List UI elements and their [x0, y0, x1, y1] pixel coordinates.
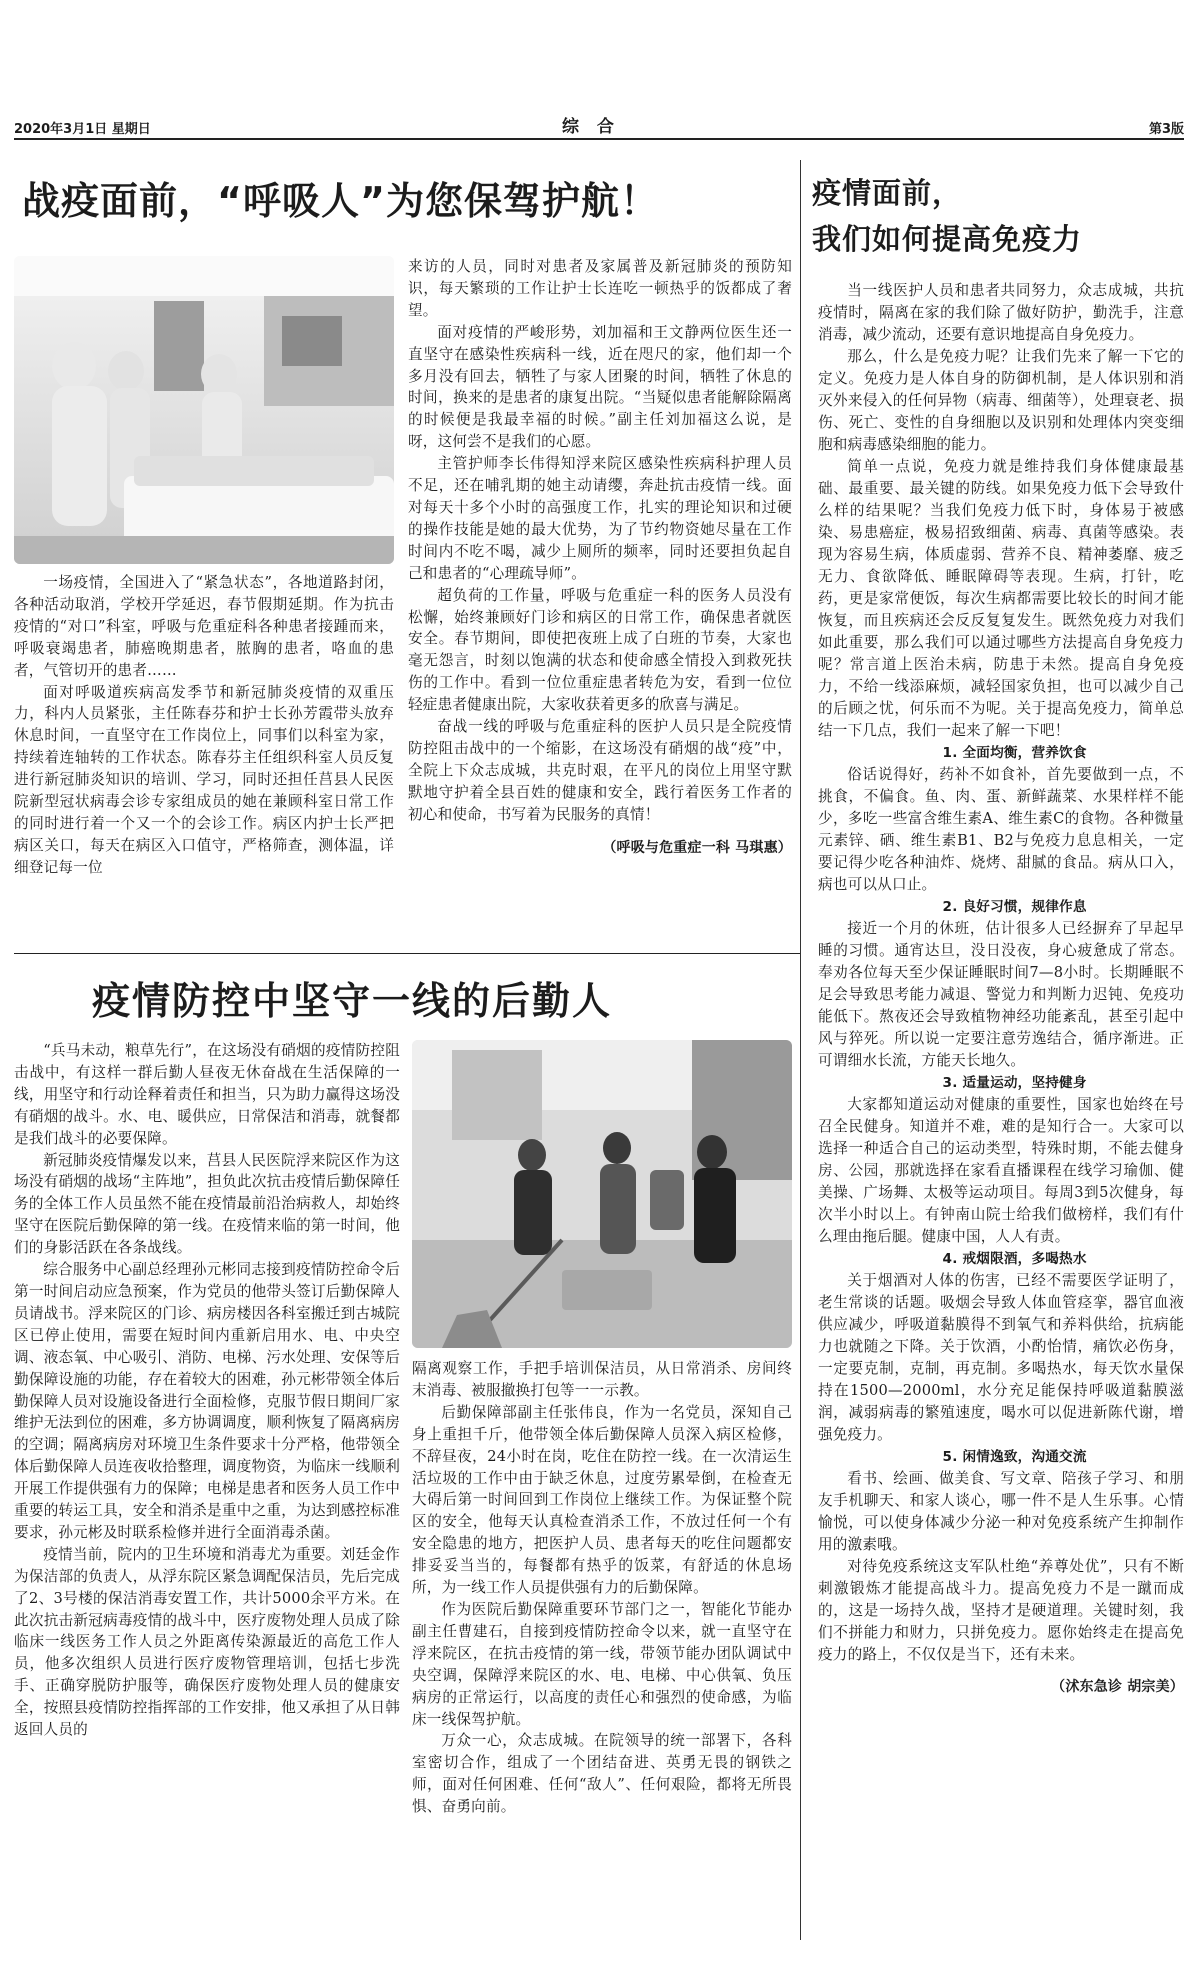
article3-paragraph: 大家都知道运动对健康的重要性，国家也始终在号召全民健身。知道并不难，难的是知行合一。大家可以选择一种适合自己的运动类型，特殊时期，不能去健身房、公园，那就选择在家看直播课程在线学习瑜伽、健美操、广场舞、太极等运动项目。每周3到5次健身，每次半小时以上。有钟南山院士给我们做榜样，我们有什么理由拖后腿。健康中国，人人有责。 [818, 1096, 1184, 1245]
article2-paragraph: 万众一心，众志成城。在院领导的统一部署下，各科室密切合作，组成了一个团结奋进、英勇无畏的钢铁之师，面对任何困难、任何“敌人”、任何艰险，都将无所畏惧、奋勇向前。 [412, 1732, 792, 1816]
article2-paragraph: 作为医院后勤保障重要环节部门之一，智能化节能办副主任曹建石，自接到疫情防控命令以来，就一直坚守在浮来院区，在抗击疫情的第一线，带领节能办团队调试中央空调，保障浮来院区的水、电、电梯、中心供氧、负压病房的正常运行，以高度的责任心和强烈的使命感，为临床一线保驾护航。 [412, 1600, 792, 1728]
article3-paragraph: 简单一点说，免疫力就是维持我们身体健康最基础、最重要、最关键的防线。如果免疫力低下会导致什么样的结果呢？当我们免疫力低下时，身体易于被感染、易患癌症，极易招致细菌、病毒、真菌等感染。表现为容易生病，体质虚弱、营养不良、精神萎靡、疲乏无力、食欲降低、睡眠障碍等表现。生病，打针，吃药，更是家常便饭，每次生病都需要比较长的时间才能恢复，而且疾病还会反反复复发生。既然免疫力对我们如此重要，那么我们可以通过哪些方法提高自身免疫力呢？常言道上医治未病，防患于未然。提高自身免疫力，不给一线添麻烦，减轻国家负担，也可以减少自己的后顾之忧，何乐而不为呢。关于提高免疫力，简单总结一下几点，我们一起来了解一下吧！ [818, 458, 1184, 739]
article3-paragraph: 俗话说得好，药补不如食补，首先要做到一点，不挑食，不偏食。鱼、肉、蛋、新鲜蔬菜、水果样样不能少，多吃一些富含维生素A、维生素C的食物。各种微量元素锌、硒、维生素B1、B2与免疫力息息相关，一定要记得少吃各种油炸、烧烤、甜腻的食品。病从口入，病也可以从口止。 [818, 766, 1184, 893]
article2-column-left [14, 1040, 400, 1741]
article1-paragraph: 奋战一线的呼吸与危重症科的医护人员只是全院疫情防控阻击战中的一个缩影，在这场没有硝烟的战“疫”中，全院上下众志成城，共克时艰，在平凡的岗位上用坚守默默地守护着全县百姓的健康和安全，践行着医务工作者的初心和使命，书写着为民服务的真情！ [408, 718, 792, 823]
column-divider [800, 160, 801, 1940]
article1-column-right [408, 256, 792, 859]
article3-byline: （沭东急诊 胡宗美） [1051, 1679, 1184, 1695]
page-number: 第3版 [1148, 122, 1184, 137]
article2-paragraph: 新冠肺炎疫情爆发以来，莒县人民医院浮来院区作为这场没有硝烟的战场“主阵地”，担负此次抗击疫情后勤保障任务的全体工作人员虽然不能在疫情最前沿治病救人，却始终坚守在医院后勤保障的第一线。在疫情来临的第一时间，他们的身影活跃在各条战线。 [14, 1151, 400, 1257]
article3-body [818, 280, 1184, 1698]
cleanup-photo [412, 1040, 792, 1348]
header-rule [14, 138, 1184, 140]
article1-title: 战疫面前，“呼吸人”为您保驾护航！ [22, 179, 659, 223]
section-heading: 1. 全面均衡，营养饮食 [942, 745, 1087, 761]
article3-paragraph: 那么，什么是免疫力呢？让我们先来了解一下它的定义。免疫力是人体自身的防御机制，是人体识别和消灭外来侵入的任何异物（病毒、细菌等），处理衰老、损伤、死亡、变性的自身细胞以及识别和处理体内突变细胞和病毒感染细胞的能力。 [818, 348, 1184, 453]
article3-paragraph: 当一线医护人员和患者共同努力，众志成城，共抗疫情时，隔离在家的我们除了做好防护，勤洗手，注意消毒，减少流动，还要有意识地提高自身免疫力。 [818, 282, 1184, 343]
article1-column-left [14, 572, 394, 879]
article1-paragraph: 超负荷的工作量，呼吸与危重症一科的医务人员没有松懈，始终兼顾好门诊和病区的日常工作，确保患者就医安全。春节期间，即使把夜班上成了白班的节奏，大家也毫无怨言，时刻以饱满的状态和使命感全情投入到救死扶伤的工作中。看到一位位重症患者转危为安，看到一位位轻症患者健康出院，大家收获着更多的欣喜与满足。 [408, 586, 792, 714]
article3-paragraph: 关于烟酒对人体的伤害，已经不需要医学证明了，老生常谈的话题。吸烟会导致人体血管痉挛，器官血液供应减少，呼吸道黏膜得不到氧气和养料供给，抗病能力也就随之下降。关于饮酒，小酌怡情，痛饮必伤身，一定要克制，克制，再克制。多喝热水，每天饮水量保持在1500—2000ml，水分充足能保持呼吸道黏膜滋润，减弱病毒的繁殖速度，喝水可以促进新陈代谢，增强免疫力。 [818, 1272, 1184, 1443]
article2-paragraph: 疫情当前，院内的卫生环境和消毒尤为重要。刘廷金作为保洁部的负责人，从浮东院区紧急调配保洁员，先后完成了2、3号楼的保洁消毒安置工作，共计5000余平方米。在此次抗击新冠病毒疫情的战斗中，医疗废物处理人员成了除临床一线医务工作人员之外距离传染源最近的高危工作人员，他多次组织人员进行医疗废物管理培训，包括七步洗手、正确穿脱防护服等，确保医疗废物处理人员的健康安全，按照县疫情防控指挥部的工作安排，他又承担了从日韩返回人员的 [14, 1545, 400, 1739]
article3-paragraph: 看书、绘画、做美食、写文章、陪孩子学习、和朋友手机聊天、和家人谈心，哪一件不是人生乐事。心情愉悦，可以使身体减少分泌一种对免疫系统产生抑制作用的激素哦。 [818, 1470, 1184, 1553]
article3-paragraph: 对待免疫系统这支军队杜绝“养尊处优”，只有不断刺激锻炼才能提高战斗力。提高免疫力不是一蹴而成的，这是一场持久战，坚持才是硬道理。关键时刻，我们不拼能力和财力，只拼免疫力。愿你始终走在提高免疫力的路上，不仅仅是当下，还有未来。 [818, 1558, 1184, 1663]
article3-title [812, 170, 1184, 262]
article1-paragraph: 面对疫情的严峻形势，刘加福和王文静两位医生还一直坚守在感染性疾病科一线，近在咫尺的家，他们却一个多月没有回去，牺牲了与家人团聚的时间，牺牲了休息的时间，换来的是患者的康复出院。“当疑似患者能解除隔离的时候便是我最幸福的时候。”副主任刘加福这么说，是呀，这何尝不是我们的心愿。 [408, 323, 792, 451]
article2-paragraph: 隔离观察工作，手把手培训保洁员，从日常消杀、房间终末消毒、被服撤换打包等一一示教。 [412, 1360, 792, 1399]
article3-title-line2: 我们如何提高免疫力 [812, 222, 1083, 256]
article2-paragraph: 综合服务中心副总经理孙元彬同志接到疫情防控命令后第一时间启动应急预案，作为党员的他带头签订后勤保障人员请战书。浮来院区的门诊、病房楼因各科室搬迁到古城院区已停止使用，需要在短时间内重新启用水、电、中央空调、液态氧、中心吸引、消防、电梯、污水处理、安保等后勤保障设施的功能，存在着较大的困难，孙元彬带领全体后勤保障人员对设施设备进行全面检修，克服节假日期间厂家维护无法到位的困难，多方协调调度，顺利恢复了隔离病房的空调；隔离病房对环境卫生条件要求十分严格，他带领全体后勤保障人员连夜收拾整理，调度物资，为临床一线顺利开展工作提供强有力的保障；电梯是患者和医务人员工作中重要的转运工具，安全和消杀是重中之重，为达到感控标准要求，孙元彬及时联系检修并进行全面消毒杀菌。 [14, 1261, 400, 1541]
issue-date: 2020年3月1日 星期日 [14, 122, 151, 137]
section-heading: 4. 戒烟限酒，多喝热水 [942, 1251, 1087, 1267]
section-heading: 5. 闲情逸致，沟通交流 [942, 1449, 1087, 1465]
article3-title-line1: 疫情面前， [812, 176, 963, 210]
article1-paragraph: 主管护师李长伟得知浮来院区感染性疾病科护理人员不足，还在哺乳期的她主动请缨，奔赴抗击疫情一线。面对每天十多个小时的高强度工作，扎实的理论知识和过硬的操作技能是她的最大优势，为了节约物资她尽量在工作时间内不吃不喝，减少上厕所的频率，同时还要担负起自己和患者的“心理疏导师”。 [408, 455, 792, 582]
article3-paragraph: 接近一个月的休班，估计很多人已经摒弃了早起早睡的习惯。通宵达旦，没日没夜，身心疲惫成了常态。奉劝各位每天至少保证睡眠时间7—8小时。长期睡眠不足会导致思考能力减退、警觉力和判断力迟钝、免疫功能低下。熬夜还会导致植物神经功能紊乱，甚至引起中风与猝死。所以说一定要注意劳逸结合，循序渐进。正可谓细水长流，方能天长地久。 [818, 920, 1184, 1069]
article-divider [14, 953, 800, 954]
article1-paragraph: 面对呼吸道疾病高发季节和新冠肺炎疫情的双重压力，科内人员紧张，主任陈春芬和护士长孙芳霞带头放弃休息时间，一直坚守在工作岗位上，同事们以科室为家，持续着连轴转的工作状态。陈春芬主任组织科室人员反复进行新冠肺炎知识的培训、学习，同时还担任莒县人民医院新型冠状病毒会诊专家组成员的她在兼顾科室日常工作的同时进行着一个又一个的会诊工作。病区内护士长严把病区关口，每天在病区入口值守，严格筛查，测体温，详细登记每一位 [14, 683, 394, 876]
article1-byline: （呼吸与危重症一科 马琪惠） [602, 839, 792, 856]
section-heading: 2. 良好习惯，规律作息 [942, 899, 1087, 915]
article1-paragraph: 一场疫情，全国进入了“紧急状态”，各地道路封闭，各种活动取消，学校开学延迟，春节假期延期。作为抗击疫情的“对口”科室，呼吸与危重症科各种患者接踵而来，呼吸衰竭患者，肺癌晚期患者，脓胸的患者，咯血的患者，气管切开的患者…… [14, 574, 394, 679]
article2-paragraph: “兵马未动，粮草先行”，在这场没有硝烟的疫情防控阻击战中，有这样一群后勤人昼夜无休奋战在生活保障的一线，用坚守和行动诠释着责任和担当，只为助力赢得这场没有硝烟的战斗。水、电、暖供应，日常保洁和消毒，就餐都是我们战斗的必要保障。 [14, 1042, 400, 1147]
article2-column-right [412, 1358, 792, 1818]
section-name: 综 合 [562, 117, 620, 137]
article2-paragraph: 后勤保障部副主任张伟良，作为一名党员，深知自己身上重担千斤，他带领全体后勤保障人员深入病区检修，不辞昼夜，24小时在岗，吃住在防控一线。在一次清运生活垃圾的工作中由于缺乏休息，过度劳累晕倒，在检查无大碍后第一时间回到工作岗位上继续工作。为保证整个院区的安全，他每天认真检查消杀工作，不放过任何一个有安全隐患的地方，把医护人员、患者每天的吃住问题都安排妥妥当当的，每餐都有热乎的饭菜，有舒适的休息场所，为一线工作人员提供强有力的后勤保障。 [412, 1403, 792, 1597]
ward-photo [14, 256, 394, 564]
article1-paragraph: 来访的人员，同时对患者及家属普及新冠肺炎的预防知识，每天繁琐的工作让护士长连吃一顿热乎的饭都成了奢望。 [408, 258, 792, 319]
section-heading: 3. 适量运动，坚持健身 [942, 1075, 1087, 1091]
article2-title: 疫情防控中坚守一线的后勤人 [92, 979, 613, 1023]
